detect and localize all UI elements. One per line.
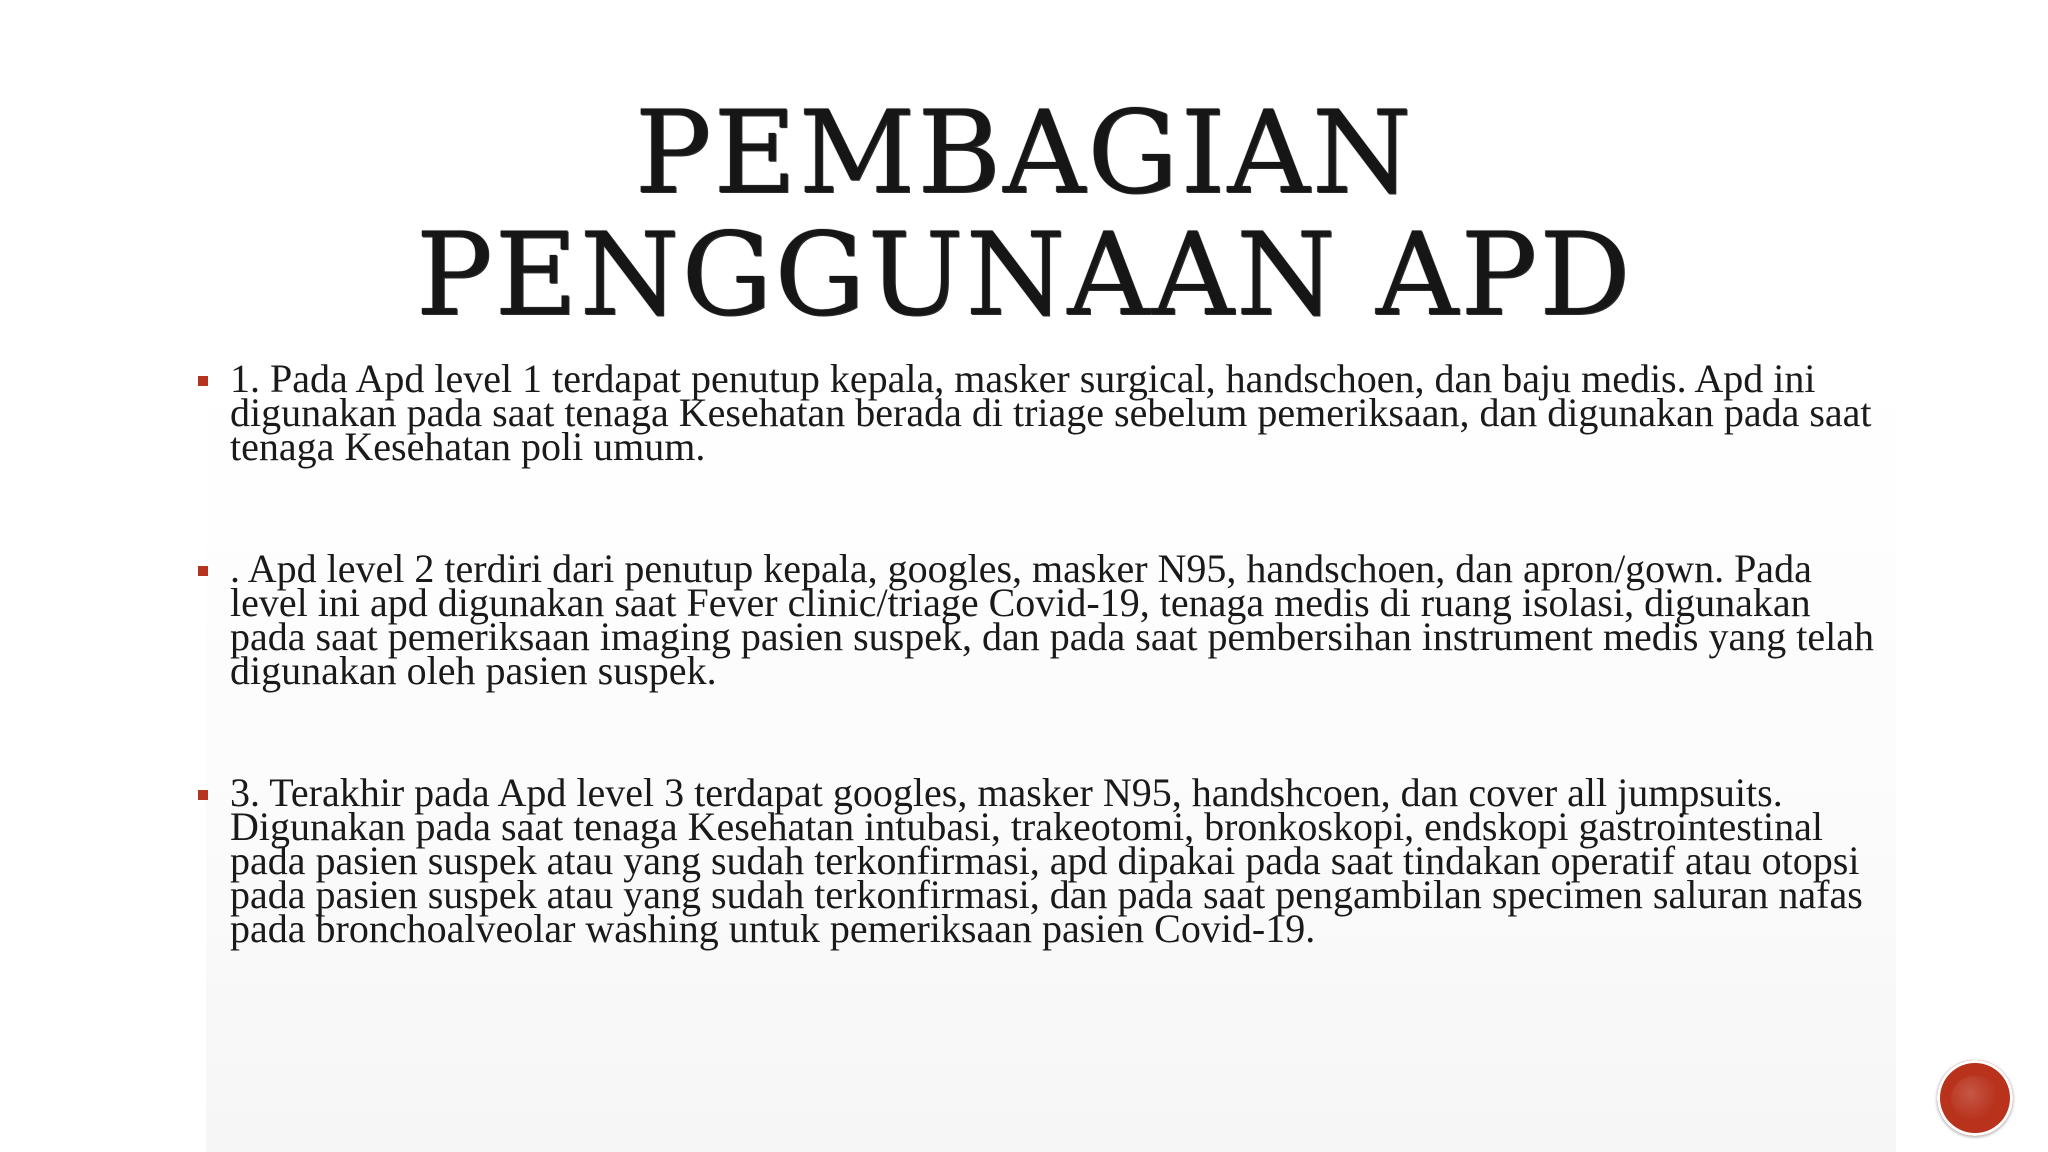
bullet-item-level-1 (198, 356, 1878, 469)
title-line-2: PENGGUNAAN APD (415, 208, 1633, 341)
nav-circle-button[interactable] (1937, 1060, 2013, 1136)
bullet-text: 1. Pada Apd level 1 terdapat penutup kepala, masker surgical, handschoen, dan baju medis. Apd ini digunakan pada saat tenaga Kesehatan berada di triage sebelum pemeriksaan, dan digunakan pada saat tenaga Kesehatan poli umum. (230, 356, 1872, 469)
nav-circle-icon (1951, 1076, 1999, 1120)
bullet-item-level-3 (198, 770, 1878, 951)
square-bullet-icon (198, 790, 208, 800)
square-bullet-icon (198, 566, 208, 576)
bullet-list (198, 356, 1878, 951)
square-bullet-icon (198, 376, 208, 386)
bullet-item-level-2 (198, 546, 1878, 693)
bullet-text: . Apd level 2 terdiri dari penutup kepala, googles, masker N95, handschoen, dan apron/gown. Pada level ini apd digunakan saat Fever clinic/triage Covid-19, tenaga medis di ruang isolasi, digunakan pada saat pemeriksaan imaging pasien suspek, dan pada saat pembersihan instrument medis yang telah digunakan oleh pasien suspek. (230, 546, 1874, 693)
title-line-1: PEMBAGIAN (634, 86, 1414, 219)
slide-title (0, 86, 2048, 341)
bullet-text: 3. Terakhir pada Apd level 3 terdapat googles, masker N95, handshcoen, dan cover all jumpsuits. Digunakan pada saat tenaga Kesehatan intubasi, trakeotomi, bronkoskopi, endskopi gastrointestinal pada pasien suspek atau yang sudah terkonfirmasi, apd dipakai pada saat tindakan operatif atau otopsi pada pasien suspek atau yang sudah terkonfirmasi, dan pada saat pengambilan specimen saluran nafas pada bronchoalveolar washing untuk pemeriksaan pasien Covid-19. (230, 770, 1863, 951)
